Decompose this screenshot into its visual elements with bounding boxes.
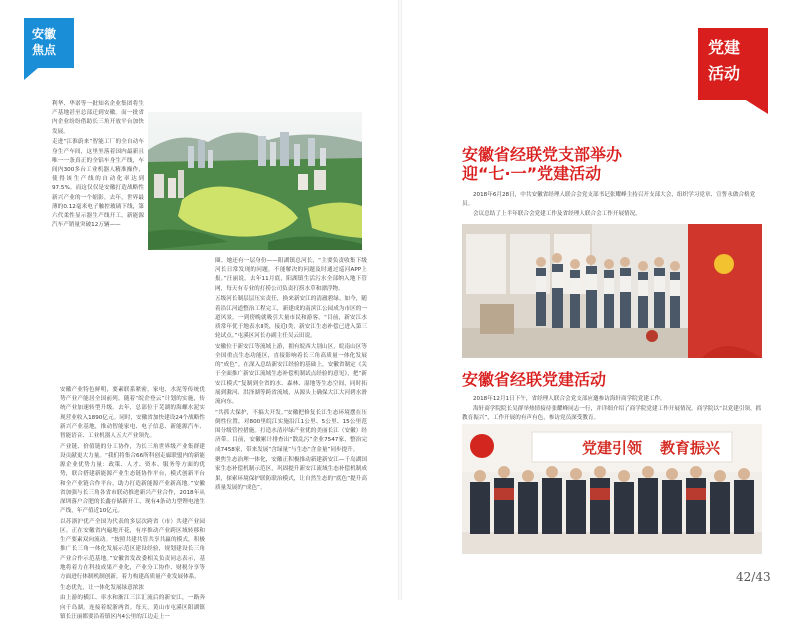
article2-body xyxy=(462,395,762,424)
paragraph: 安徽产业特色鲜明，要素联系紧密，家电、水泥等传统优势产业产能居全国前列。随着“皖企登云”计划的实施，传统产业加速转型升级。去年，总部位于芜湖的海螺水泥实现营业收入1890亿元。同时，安徽省加快建设24个战略性新兴产业基地，推动智能家电、电子信息、新能源汽车、智能语音、工业机器人五大产业领先。 xyxy=(60,387,205,440)
paragraph: 由上游的横江、率水和渐江三江汇流后的新安江，一路奔向千岛湖。连接着皖浙两省。每天，黄山市屯溪区阳湖镇镇长汪丽都要沿着镇区内4公里的江边走上一 xyxy=(60,595,205,620)
oath-ceremony-illustration xyxy=(462,224,762,358)
paragraph: 安徽位于新安江等流域上游，拥有皖西大别山区，皖南山区等全国重点生态功能区，直接影响着长三角高质量一体化发展的“成色”。在深入总结新安江经验的基础上，安徽省制定《关于全面推广新安江流域生态补偿机制试点经验的意见》，把“新安江模式”复制到全省的水、森林、湿地等生态空间，同时拓展到滁河、洪泽湖等跨省流域，从源头上确保大江大河碧水滑流向东。 xyxy=(215,343,367,406)
paragraph: 走进“江淮蔚来”智能工厂的全自动车身生产车间，这里坐落着国内最新且唯一一条真正的全铝车身生产线，车间内300多台工业机器人精准操作，使得该生产线的自动化率达到97.5%。而这仅仅是安徽打造战略性新兴产业的一个缩影。去年，世界最薄的0.12毫米电子触控玻璃下线，第六代柔性显示器生产线开工，新能源汽车产销量突破12万辆—— xyxy=(52,139,144,229)
paragraph: “共抓大保护，不搞大开发。”安徽把修复长江生态环境摆在压倒性位置，对800里皖江实施沿江1公里、5公里、15公里范围分级管控措施。打造水清岸绿产业优的美丽长江（安徽）经济带。目前，安徽累计排查出“散乱污”企业7547家，整治完成7458家，带来发展“含绿量”与生态“含金量”同步提升。 xyxy=(215,409,367,453)
section-tag-line: 安徽 xyxy=(32,27,57,41)
paragraph: 利华、华诺等一批知名企业集团将生产基地甚至总部迁到安徽。而一批省内企业纷纷借助长三角开放平台加快发展。 xyxy=(52,101,144,135)
paragraph: 2018年6月28日，中共安徽省经理人联合会党支部书记张耀峰主持召开支部大会，组织学习党章、宣誓永做合格党员。 xyxy=(462,192,756,208)
oath-ceremony-photo xyxy=(462,224,762,358)
section-tag-line: 党建 xyxy=(708,38,741,57)
subheading: 生态优先，让一体化发展绿意浓浓 xyxy=(60,584,144,591)
section-tag-line: 活动 xyxy=(708,64,741,83)
page-number: 42/43 xyxy=(736,570,771,584)
group-photo-illustration xyxy=(462,424,762,554)
article1-title-line2: 迎“七·一”党建活动 xyxy=(462,164,602,183)
paragraph: 2018年12月1日下午，省经理人联合会党支部应邀参访海轩商学院党建工作。 xyxy=(473,396,666,402)
article1-title-line1: 安徽省经联党支部举办 xyxy=(462,145,623,164)
article2-title: 安徽省经联党建活动 xyxy=(462,370,607,389)
paragraph: 以苏浙沪优产全国为代表的多层次跨省（市）共建产业园区。正在安徽省内遍地开花，有序推动产业跨区域转移和生产要素双向流动。“按照共建共管共享共赢的模式，积极推广长三角一体化发展示范区建设经验，规划建设长三角产业合作示范基地。”安徽省发改委相关负责同志表示，基地将着力在科技成果产业化，产业分工协作、财税分享等方面进行体制机制创新，着力构建高质量产业发展体系。 xyxy=(60,518,205,581)
paragraph: 聚焦生态治理一体化，安徽正积极推动新建新安江—千岛湖国家生态补偿机制示范区，巩固提升新安江流域生态补偿机制成果，探索环境保护联防联治模式，让自然生态的“底色”提升高质量发展的“成色”。 xyxy=(215,457,367,491)
page-gutter xyxy=(398,0,402,600)
text-column-left-a xyxy=(60,386,205,624)
paragraph: 五级河长制层层压实责任，换来新安江的清澈碧绿。如今，随着沿江河道整治工程完工，新建成的南滨江公园成为市区的一道风景。一到傍晚就吸引大量市民和游客。“目前，新安江水质常年优于地表水Ⅱ类，接近Ⅰ类，新安江生态补偿已进入第三轮试点。”屯溪区河长办副主任吴云田说。 xyxy=(215,296,367,340)
city-lake-illustration xyxy=(148,112,362,250)
group-photo xyxy=(462,424,762,554)
article1-body xyxy=(462,191,762,220)
paragraph: 产业链、价值链的分工协作，为长三角世界级产业集群建设贡献更大力量。“我们将集合66所科创走廊联盟内的新能源企业优势力量：政策、人才、资本、服务等方面的优势，联合搭建新能源产业生态链协作平台，模式创新平台和全产业链合作平台，助力打造新能源产业新高地。”安徽省加强与长三角各省市联动推进新兴产业合作，2018年从深圳落户合肥的长鑫存储新开工，现有4条动力型锂电池生产线，年产值近10亿元。 xyxy=(60,443,205,515)
paragraph: 会议总结了上半年联合会党建工作及省经理人联合会工作开展情况。 xyxy=(473,210,641,217)
banner-slogan-1: 党建引领 xyxy=(582,439,643,457)
banner-slogan-2: 教育振兴 xyxy=(660,439,721,457)
city-lake-photo xyxy=(148,112,362,250)
section-tag-party-building xyxy=(698,28,768,100)
section-tag-anhui-focus xyxy=(24,18,74,68)
paragraph: 海轩商学院院长吴群举热情接待张耀峰同志一行，并详细介绍了商学院党建工作开展情况。商学院以“以党建引领，抓教育振兴”，工作开展的有声有色，参访党员深受教育。 xyxy=(462,405,762,421)
section-tag-line: 焦点 xyxy=(32,43,57,57)
text-column-left-b xyxy=(215,257,367,495)
paragraph: 圈。她还有一层身份——阳湖镇总河长，“主要负责收集下级河长日常发现的问题，不能解决的问题及时通过巡河APP上报。”汪丽说。去年11月底，阳湖镇生活污水全部纳入地下管网，每天有专业的打捞公司负责打捞水草和漂浮物。 xyxy=(215,258,367,292)
text-column-intro xyxy=(52,100,144,232)
